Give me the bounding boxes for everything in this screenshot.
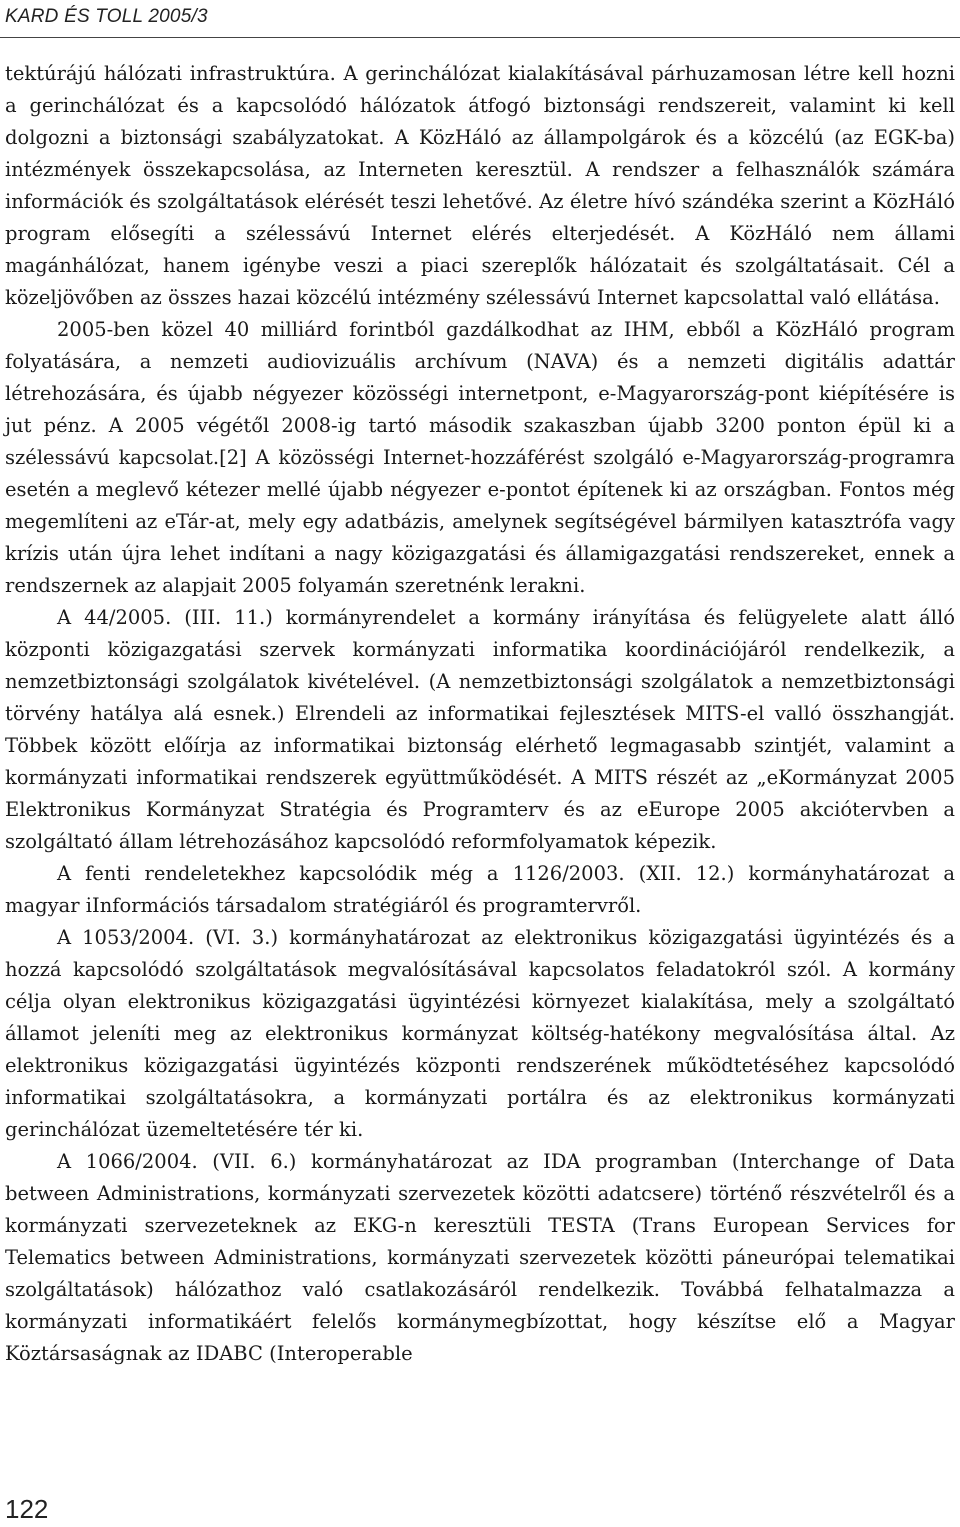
running-header: KARD ÉS TOLL 2005/3 [5,6,208,27]
header-rule [0,37,960,38]
paragraph-3: A 44/2005. (III. 11.) kormányrendelet a kormány irányítása és felügyelete alatt álló központi közigazgatási szervek kormányzati informatika koordinációjáról rendelkezik, a nemzetbiztonsági szolgálatok kivételével. (A nemzetbiztonsági szolgálatok a nemzetbiztonsági törvény hatálya alá esnek.) Elrendeli az informatikai fejlesztések MITS-el valló összhangját. Többek között előírja az informatikai biztonság elérhető legmagasabb szintjét, valamint a kormányzati informatikai rendszerek együttműködését. A MITS részét az „eKormányzat 2005 Elektronikus Kormányzat Stratégia és Programterv és az eEurope 2005 akciótervben a szolgáltató állam létrehozásához kapcsolódó reformfolyamatok képezik. [5,606,955,853]
paragraph-5: A 1053/2004. (VI. 3.) kormányhatározat az elektronikus közigazgatási ügyintézés és a hozzá kapcsolódó szolgáltatások megvalósításával kapcsolatos feladatokról szól. A kormány célja olyan elektronikus közigazgatási ügyintézési környezet kialakítása, mely a szolgáltató államot jeleníti meg az elektronikus kormányzat költség-hatékony megvalósítása által. Az elektronikus közigazgatási ügyintézés központi rendszerének működtetéséhez kapcsolódó informatikai szolgáltatásokra, a kormányzati portálra és az elektronikus kormányzati gerinchálózat üzemeltetésére tér ki. [5,926,955,1141]
paragraph-6: A 1066/2004. (VII. 6.) kormányhatározat az IDA programban (Interchange of Data between Administrations, kormányzati szervezetek közötti adatcsere) történő részvételről és a kormányzati szervezeteknek az EKG-n keresztüli TESTA (Trans European Services for Telematics between Administrations, kormányzati szervezetek közötti páneurópai telematikai szolgáltatások) hálózathoz való csatlakozásáról rendelkezik. Továbbá felhatalmazza a kormányzati informatikáért felelős kormánymegbízottat, hogy készítse elő a Magyar Köztársaságnak az IDABC (Interoperable [5,1150,955,1365]
article-body [5,58,955,1370]
paragraph-4: A fenti rendeletekhez kapcsolódik még a 1126/2003. (XII. 12.) kormányhatározat a magyar iInformációs társadalom stratégiáról és programtervről. [5,862,955,917]
paragraph-2: 2005-ben közel 40 milliárd forintból gazdálkodhat az IHM, ebből a KözHáló program folyatására, a nemzeti audiovizuális archívum (NAVA) és a nemzeti digitális adattár létrehozására, és újabb négyezer közösségi internetpont, e-Magyarország-pont kiépítésére is jut pénz. A 2005 végétől 2008-ig tartó második szakaszban újabb 3200 ponton épül ki a szélessávú kapcsolat.[2] A közösségi Internet-hozzáférést szolgáló e-Magyarország-programra esetén a meglevő kétezer mellé újabb négyezer e-pontot építenek ki az országban. Fontos még megemlíteni az eTár-at, mely egy adatbázis, amelynek segítségével bármilyen katasztrófa vagy krízis után újra lehet indítani a nagy közigazgatási és államigazgatási rendszereket, ennek a rendszernek az alapjait 2005 folyamán szeretnénk lerakni. [5,318,955,597]
paragraph-1: tektúrájú hálózati infrastruktúra. A gerinchálózat kialakításával párhuzamosan létre kell hozni a gerinchálózat és a kapcsolódó hálózatok átfogó biztonsági rendszereit, valamint ki kell dolgozni a biztonsági szabályzatokat. A KözHáló az állampolgárok és a közcélú (az EGK-ba) intézmények összekapcsolása, az Interneten keresztül. A rendszer a felhasználók számára információk és szolgáltatások elérését teszi lehetővé. Az életre hívó szándéka szerint a KözHáló program elősegíti a szélessávú Internet elérés elterjedését. A KözHáló nem állami magánhálózat, hanem igénybe veszi a piaci szereplők hálózatait és szolgáltatásait. Cél a közeljövőben az összes hazai közcélú intézmény szélessávú Internet kapcsolattal való ellátása. [5,62,955,309]
page-number: 122 [5,1494,49,1524]
